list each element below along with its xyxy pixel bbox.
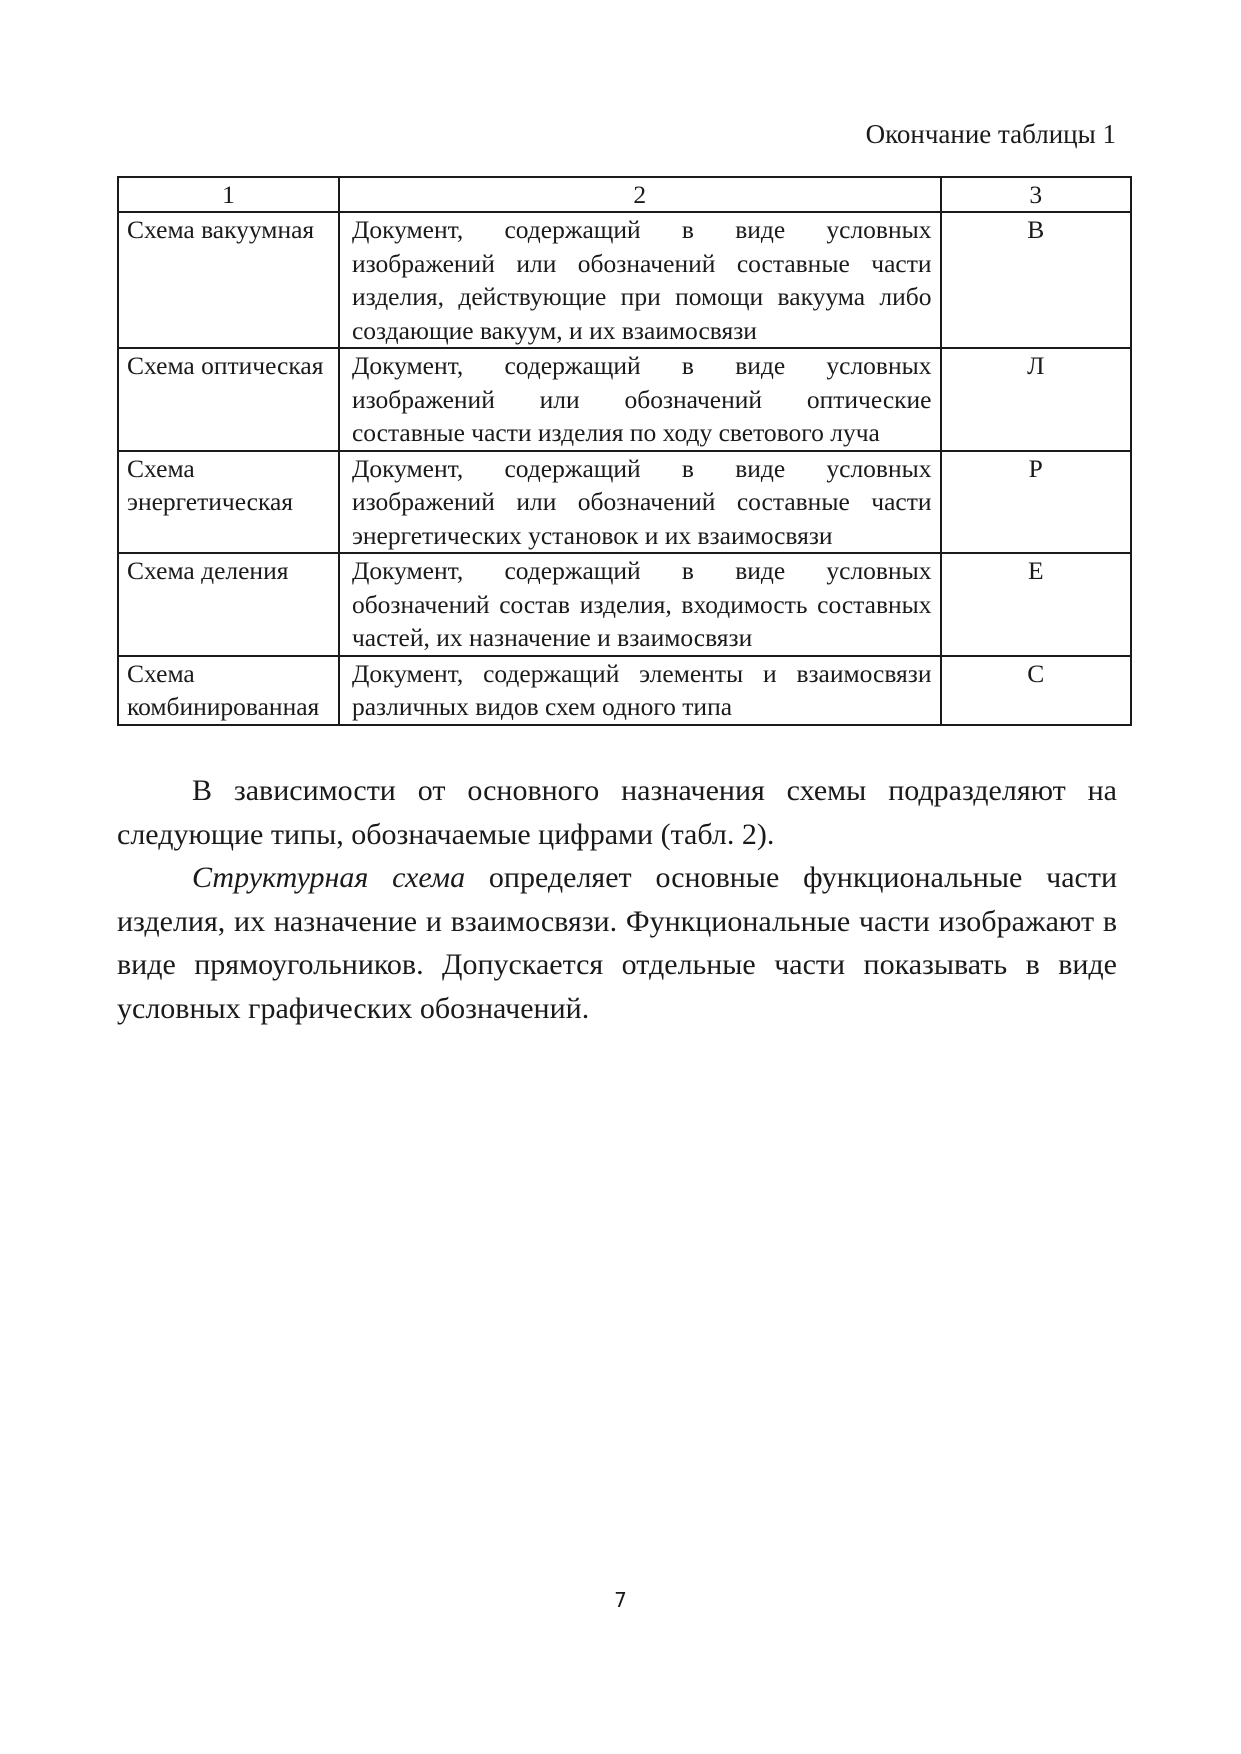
page-number: 7	[614, 1588, 627, 1612]
schema-description-cell: Документ, содержащий в виде условных изображений или обозначений составные части изделия, действующие при помощи вакуума либо создающие вакуум, и их взаимосвязи	[339, 212, 941, 348]
schema-description-cell: Документ, содержащий элементы и взаимосвязи различных видов схем одного типа	[339, 656, 941, 725]
table-row	[118, 348, 1131, 451]
schema-code-cell: С	[941, 656, 1131, 725]
schema-name-cell: Схема деления	[118, 553, 339, 656]
schema-name-cell: Схема оптическая	[118, 348, 339, 451]
table-header-row	[118, 177, 1131, 212]
schema-types-table	[117, 176, 1132, 726]
schema-description-cell: Документ, содержащий в виде условных изображений или обозначений оптические составные части изделия по ходу светового луча	[339, 348, 941, 451]
table-continuation-caption: Окончание таблицы 1	[865, 119, 1116, 149]
table-row	[118, 451, 1131, 554]
schema-code-cell: Е	[941, 553, 1131, 656]
table-row	[118, 656, 1131, 725]
term-emphasis: Структурная схема	[192, 861, 466, 894]
schema-name-cell: Схема комбинированная	[118, 656, 339, 725]
schema-description-cell: Документ, содержащий в виде условных изображений или обозначений составные части энергетических установок и их взаимосвязи	[339, 451, 941, 554]
schema-name-cell: Схема энергетическая	[118, 451, 339, 554]
table-header-cell: 1	[118, 177, 339, 212]
schema-description-cell: Документ, содержащий в виде условных обозначений состав изделия, входимость составных частей, их назначение и взаимосвязи	[339, 553, 941, 656]
schema-name-cell: Схема вакуумная	[118, 212, 339, 348]
table-header-cell: 2	[339, 177, 941, 212]
table-row	[118, 553, 1131, 656]
table-row	[118, 212, 1131, 348]
paragraph-text: определяет основные функциональные части изделия, их назначение и взаимосвязи. Функциональные части изображают в виде прямоугольников. Допускается отдельные части показывать в виде условных графических обозначений.	[117, 861, 1118, 1025]
table-header-cell: 3	[941, 177, 1131, 212]
schema-code-cell: Р	[941, 451, 1131, 554]
body-paragraph-structural-scheme	[117, 856, 1117, 1030]
body-paragraph-types: В зависимости от основного назначения схемы подразделяют на следующие типы, обозначаемые цифрами (табл. 2).	[117, 774, 1117, 851]
schema-code-cell: В	[941, 212, 1131, 348]
schema-code-cell: Л	[941, 348, 1131, 451]
